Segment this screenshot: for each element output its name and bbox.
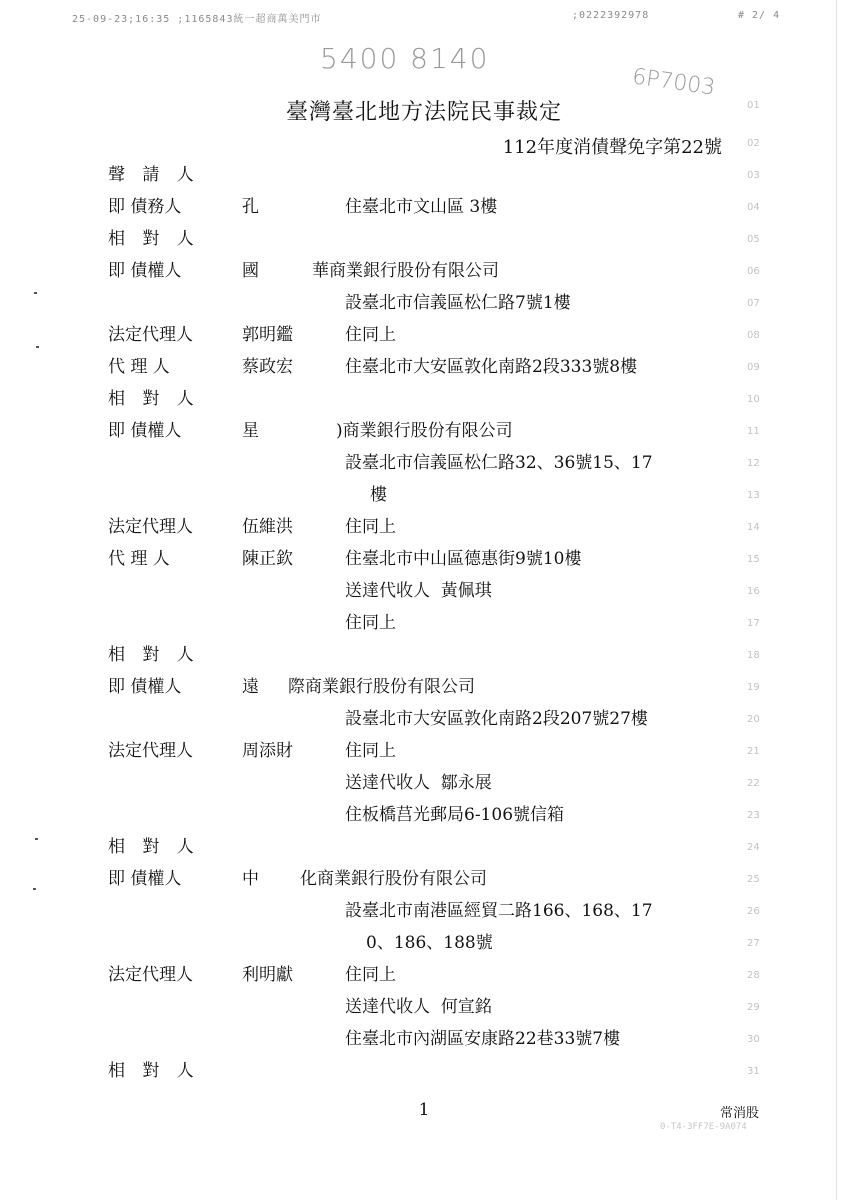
party-detail: 設臺北市信義區松仁路32、36號15、17 (345, 453, 653, 473)
scan-speck (36, 346, 39, 348)
line-number: 11 (747, 426, 760, 437)
case-number: 112年度消債聲免字第22號 (502, 137, 722, 158)
party-name: 孔 (242, 197, 259, 217)
party-detail: 住同上 (345, 965, 396, 985)
line-number: 28 (747, 970, 760, 981)
party-detail: 送達代收人 何宣銘 (345, 997, 492, 1017)
party-name: 利明獻 (242, 965, 293, 985)
line-number: 29 (747, 1002, 760, 1013)
line-number: 14 (747, 522, 760, 533)
party-role: 相 對 人 (108, 229, 200, 249)
line-number: 18 (747, 650, 760, 661)
line-number: 03 (747, 170, 760, 181)
fax-header-left: 25-09-23;16:35 ;1165843統一超商萬美門市 (72, 14, 322, 25)
line-number: 06 (747, 266, 760, 277)
line-number: 13 (747, 490, 760, 501)
line-number: 04 (747, 202, 760, 213)
fax-header-page: # 2/ 4 (738, 10, 781, 21)
line-number: 17 (747, 618, 760, 629)
line-number: 22 (747, 778, 760, 789)
fax-header-number: ;0222392978 (572, 10, 650, 21)
line-number: 09 (747, 362, 760, 373)
line-number: 31 (747, 1066, 760, 1077)
party-role: 聲 請 人 (108, 165, 200, 185)
party-name: 星 (242, 421, 259, 441)
line-number: 12 (747, 458, 760, 469)
line-number: 10 (747, 394, 760, 405)
line-number: 05 (747, 234, 760, 245)
line-number: 19 (747, 682, 760, 693)
party-role: 代 理 人 (108, 549, 170, 569)
party-role: 法定代理人 (108, 741, 193, 761)
line-number: 08 (747, 330, 760, 341)
party-role: 相 對 人 (108, 389, 200, 409)
party-name: 周添財 (242, 741, 293, 761)
line-number: 25 (747, 874, 760, 885)
party-role: 即 債權人 (108, 421, 182, 441)
line-number: 01 (747, 100, 760, 111)
party-detail: 住同上 (345, 613, 396, 633)
party-name: 中 (242, 869, 259, 889)
party-name: 國 (242, 261, 259, 281)
party-role: 即 債務人 (108, 197, 182, 217)
line-number: 16 (747, 586, 760, 597)
line-number: 07 (747, 298, 760, 309)
party-role: 即 債權人 (108, 869, 182, 889)
party-role: 相 對 人 (108, 1061, 200, 1081)
party-detail: 設臺北市信義區松仁路7號1樓 (345, 293, 571, 313)
line-number: 23 (747, 810, 760, 821)
party-detail: )商業銀行股份有限公司 (336, 421, 513, 441)
party-role: 相 對 人 (108, 837, 200, 857)
party-name: 伍維洪 (242, 517, 293, 537)
party-detail: 住臺北市內湖區安康路22巷33號7樓 (345, 1029, 621, 1049)
party-name: 郭明鑑 (242, 325, 293, 345)
party-detail: 住板橋莒光郵局6-106號信箱 (345, 805, 565, 825)
handwritten-code: 6P7003 (630, 64, 717, 101)
party-detail: 住同上 (345, 517, 396, 537)
party-detail: 住臺北市中山區德惠街9號10樓 (345, 549, 582, 569)
party-detail: 0、186、188號 (366, 933, 493, 953)
party-detail: 住同上 (345, 325, 396, 345)
party-name: 蔡政宏 (242, 357, 293, 377)
party-detail: 住臺北市大安區敦化南路2段333號8樓 (345, 357, 638, 377)
party-detail: 住臺北市文山區 3樓 (345, 197, 498, 217)
party-role: 法定代理人 (108, 965, 193, 985)
party-role: 代 理 人 (108, 357, 170, 377)
party-detail: 住同上 (345, 741, 396, 761)
line-number: 27 (747, 938, 760, 949)
page-edge-line (836, 0, 837, 1200)
page-number: 1 (418, 1100, 430, 1120)
party-role: 即 債權人 (108, 261, 182, 281)
party-detail: 送達代收人 黃佩琪 (345, 581, 492, 601)
scan-speck (35, 838, 38, 840)
line-number: 30 (747, 1034, 760, 1045)
line-number: 26 (747, 906, 760, 917)
party-name: 遠 (242, 677, 259, 697)
party-detail: 際商業銀行股份有限公司 (288, 677, 475, 697)
party-detail: 化商業銀行股份有限公司 (300, 869, 487, 889)
party-detail: 華商業銀行股份有限公司 (312, 261, 499, 281)
scan-speck (33, 888, 36, 890)
line-number: 02 (747, 138, 760, 149)
party-role: 相 對 人 (108, 645, 200, 665)
party-detail: 設臺北市南港區經貿二路166、168、17 (345, 901, 653, 921)
scan-speck (34, 292, 37, 294)
party-role: 法定代理人 (108, 517, 193, 537)
line-number: 21 (747, 746, 760, 757)
line-number: 24 (747, 842, 760, 853)
party-role: 法定代理人 (108, 325, 193, 345)
department-label: 常消股 (720, 1106, 760, 1121)
party-name: 陳正欽 (242, 549, 293, 569)
party-detail: 送達代收人 鄒永展 (345, 773, 492, 793)
document-title: 臺灣臺北地方法院民事裁定 (285, 100, 562, 125)
party-detail: 樓 (370, 485, 387, 505)
party-role: 即 債權人 (108, 677, 182, 697)
party-detail: 設臺北市大安區敦化南路2段207號27樓 (345, 709, 648, 729)
handwritten-number: 5400 8140 (320, 42, 490, 75)
document-code: 0-T4-3FF7E-9A074 (660, 1122, 747, 1132)
line-number: 15 (747, 554, 760, 565)
line-number: 20 (747, 714, 760, 725)
